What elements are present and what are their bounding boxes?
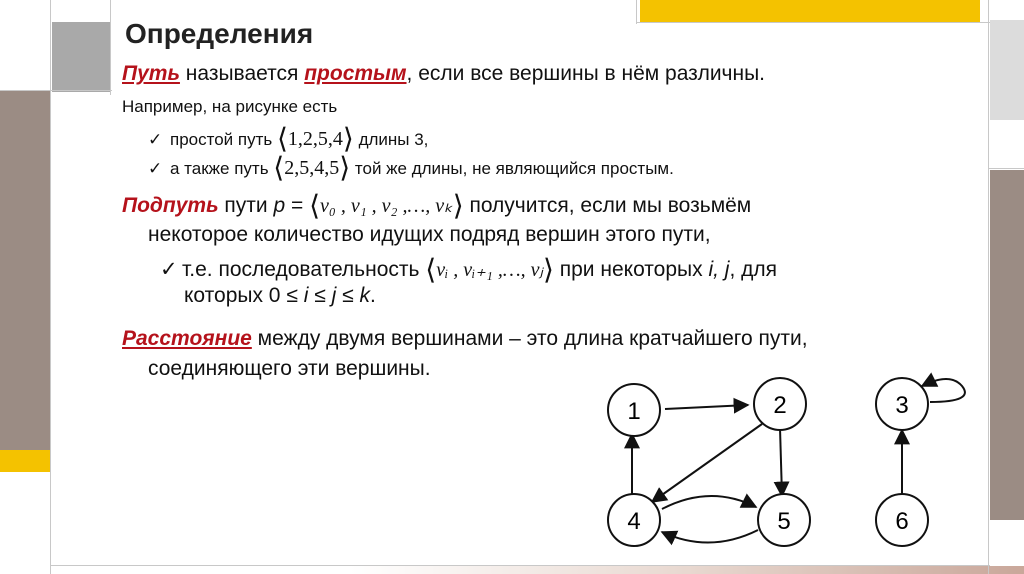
frame-line (0, 90, 112, 91)
graph-node-2 (754, 378, 806, 430)
svg-text:2: 2 (773, 392, 787, 419)
definition-subpath (122, 189, 751, 222)
check-icon: ✓ (148, 159, 163, 178)
text: , для (729, 258, 778, 281)
page-title: Определения (125, 18, 314, 49)
text: называется (179, 62, 305, 85)
example-bullet-2 (148, 151, 674, 184)
edge-1-2 (665, 405, 748, 409)
text: ≤ (308, 284, 332, 307)
text: т.е. последовательность (182, 258, 426, 281)
edge-5-4 (662, 530, 758, 543)
path-sequence: 1,2,5,4 (287, 128, 343, 150)
gray-block-top-left (52, 22, 110, 92)
graph-diagram (590, 372, 990, 572)
text: при некоторых (553, 258, 709, 281)
var-k: k (359, 284, 370, 307)
var-j: j (331, 284, 337, 307)
frame-line (50, 0, 51, 574)
definition-distance (122, 327, 808, 351)
svg-text:5: 5 (777, 508, 791, 535)
term-distance: Расстояние (122, 327, 252, 350)
gold-block-top (640, 0, 980, 22)
gold-block-left (0, 450, 50, 472)
text: между двумя вершинами – это длина кратчайшего пути, (251, 327, 808, 350)
svg-text:4: 4 (627, 508, 641, 535)
subpath-bullet (160, 253, 777, 286)
edge-2-5 (780, 428, 782, 496)
angle-left-icon: ⟨ (425, 253, 437, 286)
text: длины 3, (353, 130, 429, 149)
text: той же длины, не являющийся простым. (350, 159, 674, 178)
graph-node-6 (876, 494, 928, 546)
graph-node-3 (876, 378, 928, 430)
text: пути (218, 194, 274, 217)
path-sequence: 2,5,4,5 (284, 157, 340, 179)
graph-node-4 (608, 494, 660, 546)
graph-node-1 (608, 384, 660, 436)
frame-line (636, 0, 637, 24)
graph-node-5 (758, 494, 810, 546)
var-i: i (303, 284, 309, 307)
text: = (285, 194, 310, 217)
angle-left-icon: ⟨ (309, 189, 321, 222)
edge-4-5 (662, 496, 756, 509)
text: , если все вершины в нём различны. (406, 62, 766, 85)
gold-block-top-left (0, 0, 52, 26)
text: ≤ (336, 284, 360, 307)
text: простой путь (170, 130, 277, 149)
path-sequence: vᵢ , vᵢ₊₁ ,…, vⱼ (436, 259, 543, 281)
angle-right-icon: ⟩ (342, 122, 354, 155)
text: . (369, 284, 376, 307)
edge-2-4 (652, 424, 762, 502)
angle-right-icon: ⟩ (339, 151, 351, 184)
brown-block-left (0, 90, 50, 450)
frame-line (636, 22, 990, 23)
frame-line (988, 168, 1024, 169)
subpath-bullet-line2 (184, 284, 376, 308)
brown-block-right (990, 170, 1024, 520)
term-subpath: Подпуть (122, 194, 219, 217)
check-icon: ✓ (148, 130, 163, 149)
var-ij: i, j (708, 258, 730, 281)
path-sequence: v₀ , v₁ , v₂ ,…, vₖ (320, 195, 453, 217)
definition-subpath-line2: некоторое количество идущих подряд вершин этого пути, (148, 223, 711, 246)
text: которых 0 ≤ (184, 284, 304, 307)
check-icon: ✓ (160, 258, 178, 281)
term-path: Путь (122, 62, 180, 85)
text: а также путь (170, 159, 274, 178)
frame-line (110, 0, 111, 95)
var-p: p (273, 194, 286, 217)
definition-distance-line2: соединяющего эти вершины. (148, 357, 431, 380)
angle-left-icon: ⟨ (273, 151, 285, 184)
svg-text:6: 6 (895, 508, 909, 535)
angle-right-icon: ⟩ (542, 253, 554, 286)
example-intro: Например, на рисунке есть (122, 97, 338, 116)
svg-text:1: 1 (627, 398, 641, 425)
angle-right-icon: ⟩ (452, 189, 464, 222)
svg-text:3: 3 (895, 392, 909, 419)
gray-block-right-top (990, 20, 1024, 120)
text: получится, если мы возьмём (463, 194, 752, 217)
angle-left-icon: ⟨ (276, 122, 288, 155)
definition-simple-path (122, 62, 765, 86)
term-simple: простым (304, 62, 407, 85)
